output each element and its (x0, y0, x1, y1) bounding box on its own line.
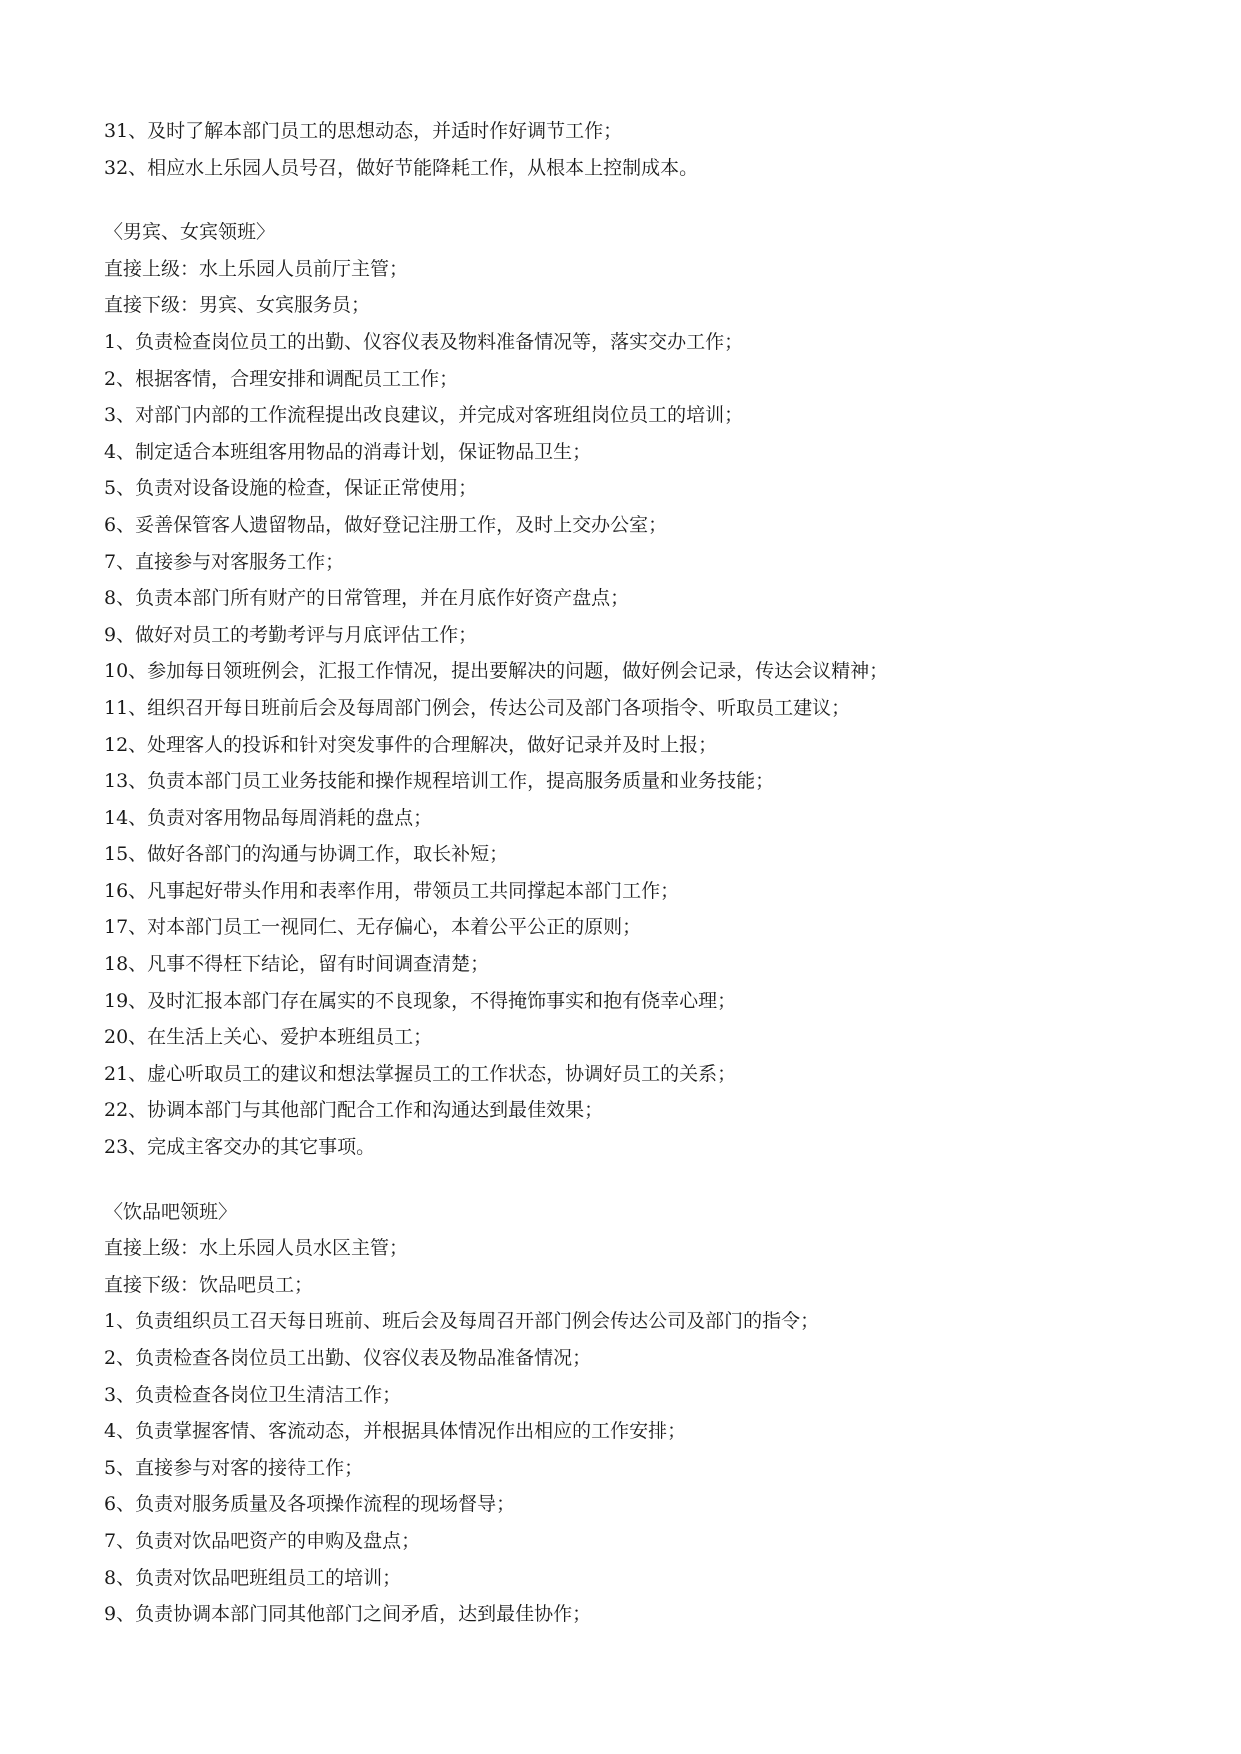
section-guest-leader (104, 214, 1144, 1165)
text-line: 直接下级：饮品吧员工； (104, 1273, 314, 1296)
section-bar-leader (104, 1194, 1144, 1633)
list-item: 23、完成主客交办的其它事项。 (104, 1136, 376, 1159)
list-item: 14、负责对客用物品每周消耗的盘点； (104, 806, 433, 829)
list-item: 21、虚心听取员工的建议和想法掌握员工的工作状态，协调好员工的关系； (104, 1062, 737, 1085)
list-item: 9、做好对员工的考勤考评与月底评估工作； (104, 623, 478, 646)
list-item: 2、负责检查各岗位员工出勤、仪容仪表及物品准备情况； (104, 1347, 592, 1369)
list-item: 1、负责组织员工召天每日班前、班后会及每周召开部门例会传达公司及部门的指令； (104, 1310, 820, 1333)
list-item: 22、协调本部门与其他部门配合工作和沟通达到最佳效果； (104, 1099, 604, 1122)
list-item: 17、对本部门员工一视同仁、无存偏心，本着公平公正的原则； (104, 916, 642, 939)
list-item: 20、在生活上关心、爱护本班组员工； (104, 1026, 433, 1049)
list-item: 7、负责对饮品吧资产的申购及盘点； (104, 1529, 421, 1552)
list-item: 7、直接参与对客服务工作； (104, 550, 345, 573)
list-item: 9、负责协调本部门同其他部门之间矛盾，达到最佳协作； (104, 1603, 592, 1626)
list-item: 6、妥善保管客人遗留物品，做好登记注册工作，及时上交办公室； (104, 513, 668, 536)
section-gap (104, 186, 1144, 214)
list-item: 10、参加每日领班例会，汇报工作情况，提出要解决的问题，做好例会记录，传达会议精神； (104, 660, 889, 683)
list-item: 3、对部门内部的工作流程提出改良建议，并完成对客班组岗位员工的培训； (104, 404, 744, 427)
list-item: 4、制定适合本班组客用物品的消毒计划，保证物品卫生； (104, 440, 592, 463)
list-item: 8、负责对饮品吧班组员工的培训； (104, 1566, 402, 1589)
list-item: 2、根据客情，合理安排和调配员工工作； (104, 367, 459, 390)
text-line: 直接上级：水上乐园人员前厅主管； (104, 257, 409, 280)
section-continuation (104, 113, 1144, 186)
list-item: 6、负责对服务质量及各项操作流程的现场督导； (104, 1493, 516, 1516)
list-item: 3、负责检查各岗位卫生清洁工作； (104, 1383, 402, 1406)
list-item: 8、负责本部门所有财产的日常管理，并在月底作好资产盘点； (104, 587, 630, 610)
list-item: 15、做好各部门的沟通与协调工作，取长补短； (104, 843, 509, 866)
list-item: 16、凡事起好带头作用和表率作用，带领员工共同撑起本部门工作； (104, 879, 680, 902)
list-item: 13、负责本部门员工业务技能和操作规程培训工作，提高服务质量和业务技能； (104, 770, 775, 793)
list-item: 1、负责检查岗位员工的出勤、仪容仪表及物料准备情况等，落实交办工作； (104, 330, 744, 353)
section-heading: 〈男宾、女宾领班〉 (104, 221, 276, 244)
list-item: 5、负责对设备设施的检查，保证正常使用； (104, 477, 478, 500)
list-item: 12、处理客人的投诉和针对突发事件的合理解决，做好记录并及时上报； (104, 733, 718, 756)
text-line: 直接下级：男宾、女宾服务员； (104, 294, 371, 317)
list-item: 4、负责掌握客情、客流动态，并根据具体情况作出相应的工作安排； (104, 1420, 687, 1443)
document-body (104, 113, 1144, 1633)
list-item: 5、直接参与对客的接待工作； (104, 1456, 364, 1479)
list-item: 18、凡事不得枉下结论，留有时间调查清楚； (104, 953, 490, 976)
text-line: 31、及时了解本部门员工的思想动态，并适时作好调节工作； (104, 120, 623, 142)
text-line: 直接上级：水上乐园人员水区主管； (104, 1237, 409, 1260)
text-line: 32、相应水上乐园人员号召，做好节能降耗工作，从根本上控制成本。 (104, 156, 699, 179)
section-heading: 〈饮品吧领班〉 (104, 1200, 238, 1223)
list-item: 19、及时汇报本部门存在属实的不良现象，不得掩饰事实和抱有侥幸心理； (104, 989, 737, 1012)
list-item: 11、组织召开每日班前后会及每周部门例会，传达公司及部门各项指令、听取员工建议； (104, 696, 851, 719)
section-gap (104, 1166, 1144, 1194)
